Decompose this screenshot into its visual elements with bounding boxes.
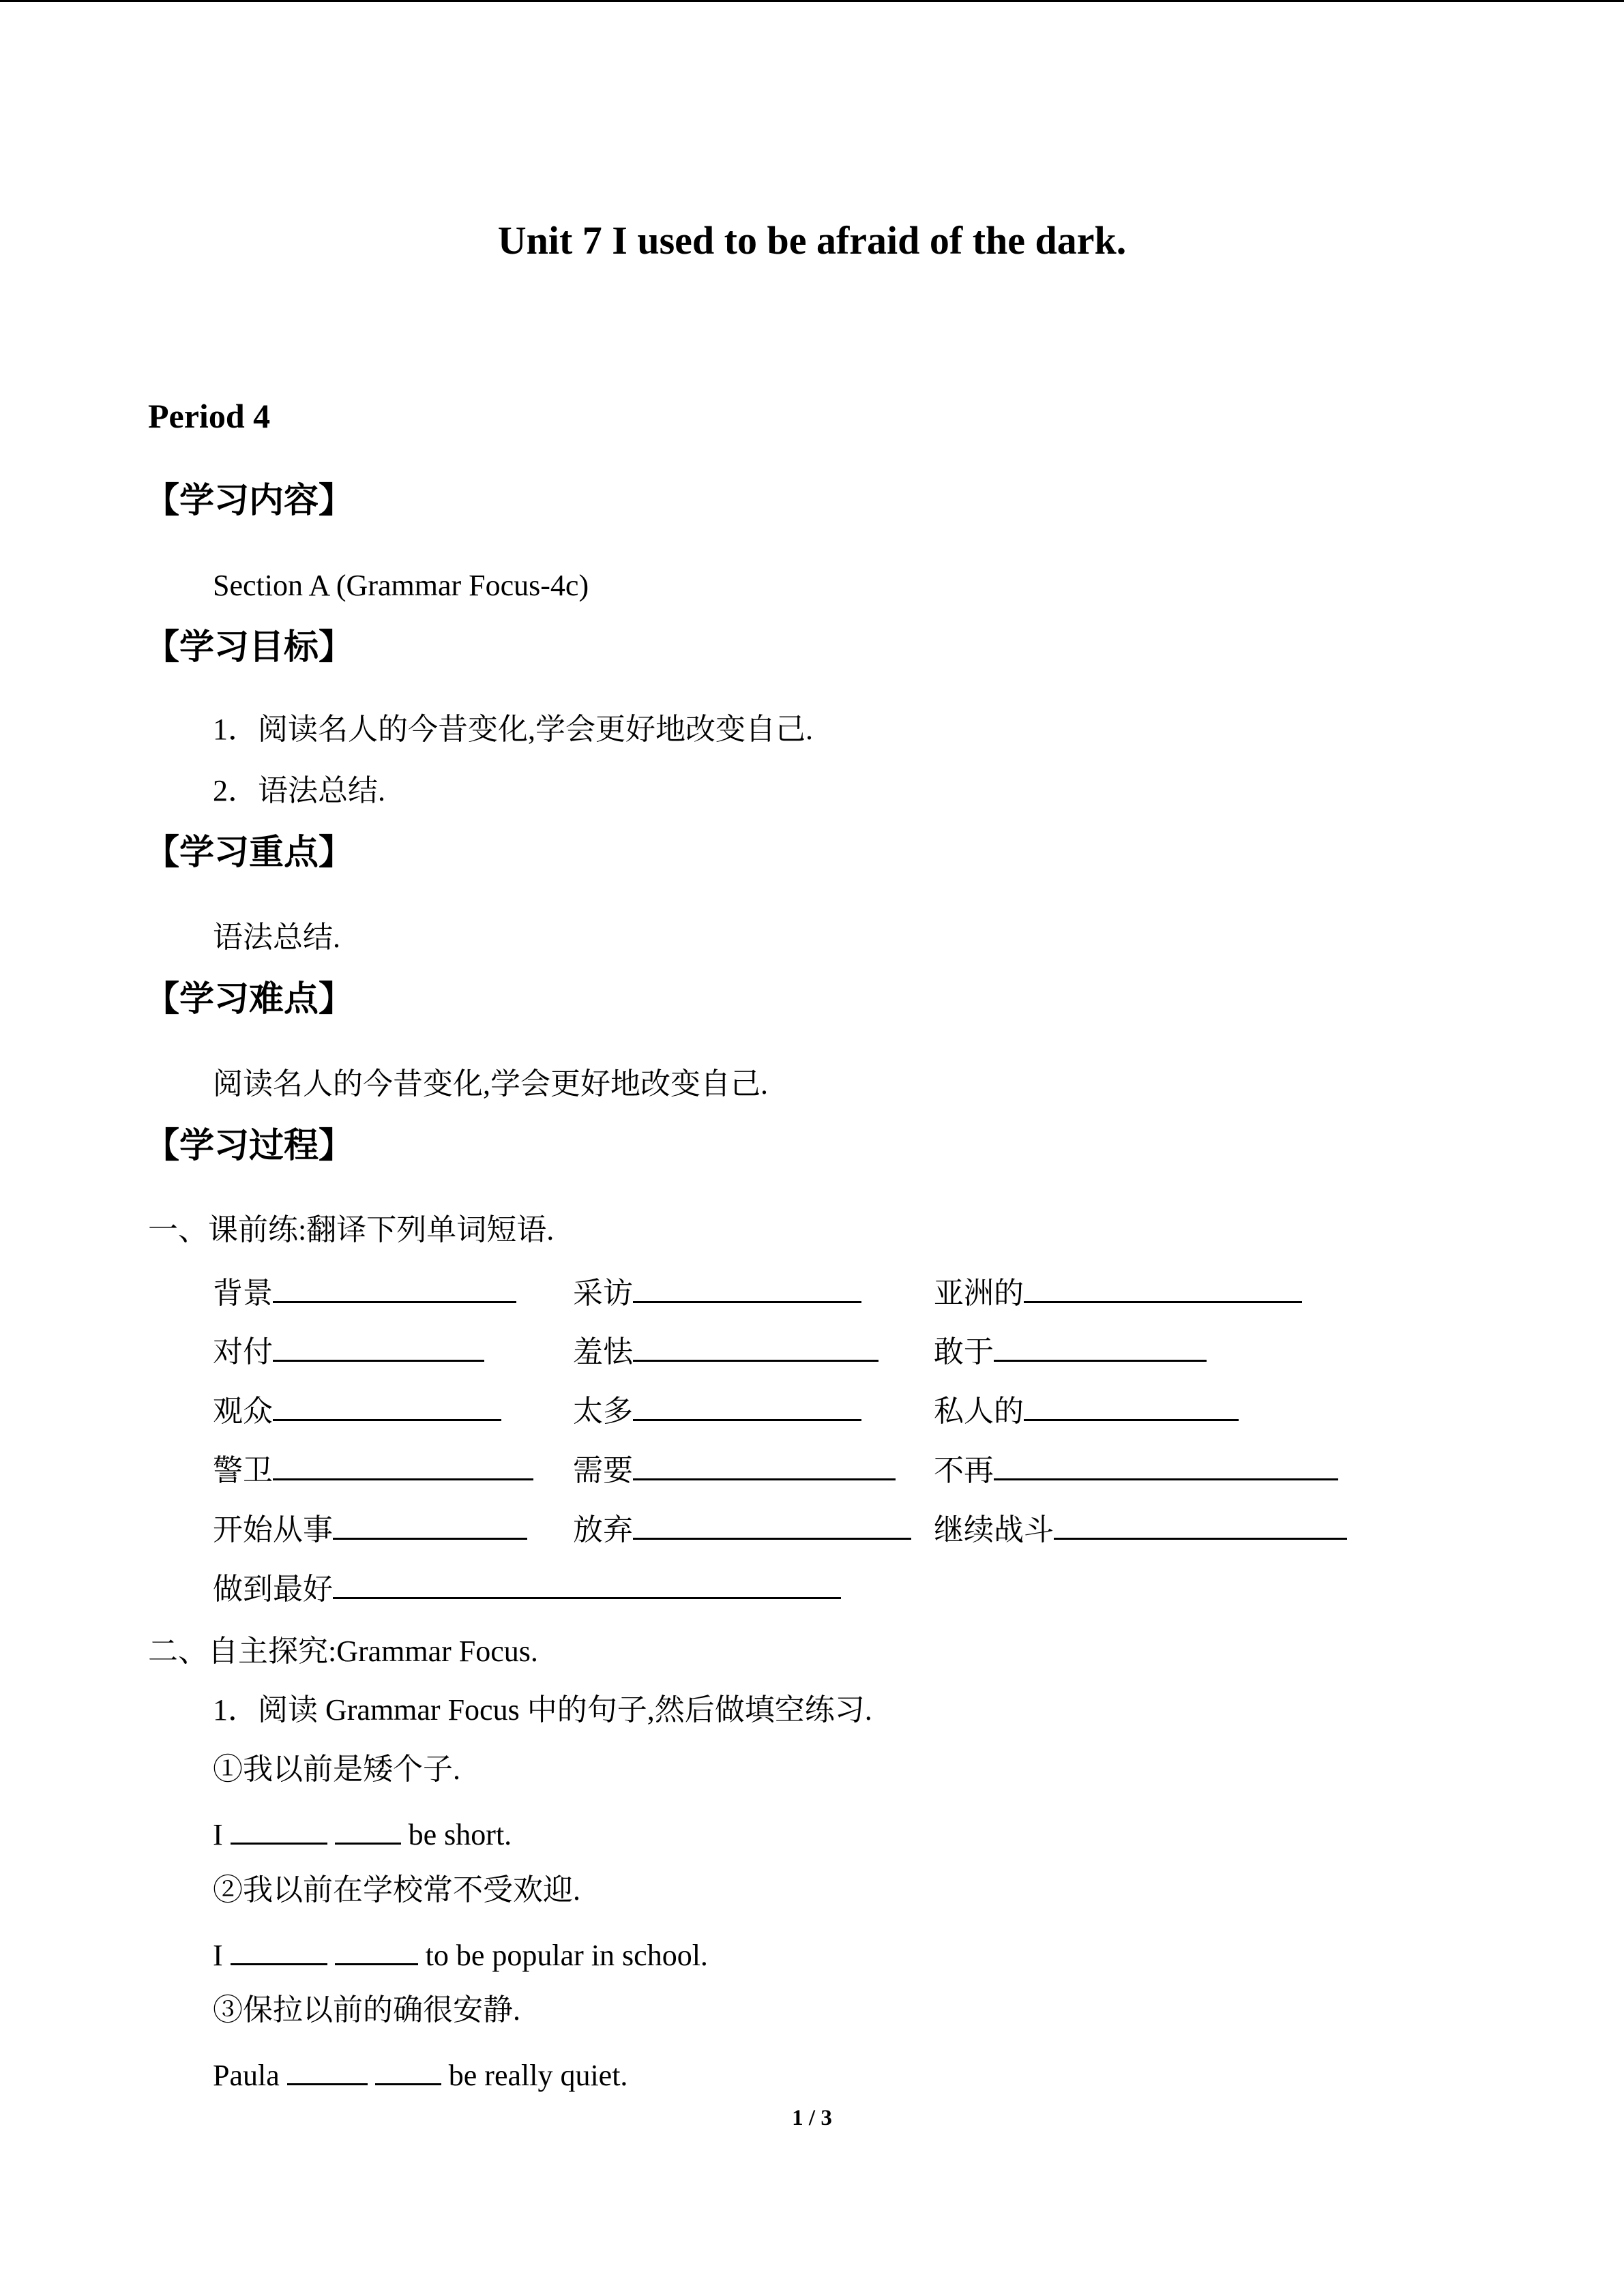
heading-process: 【学习过程】 bbox=[145, 1126, 354, 1166]
heading-key-points: 【学习重点】 bbox=[145, 833, 354, 873]
difficulties-text: 阅读名人的今昔变化,学会更好地改变自己. bbox=[213, 1067, 768, 1101]
vocab-item: 太多 bbox=[573, 1388, 861, 1432]
exercise-cn: ①我以前是矮个子. bbox=[213, 1753, 460, 1786]
exercise-en: I to be popular in school. bbox=[213, 1932, 708, 1976]
period-label: Period 4 bbox=[148, 397, 271, 435]
vocab-item: 背景 bbox=[213, 1270, 516, 1314]
goal-item-2: 2．语法总结. bbox=[213, 774, 385, 807]
heading-content: 【学习内容】 bbox=[145, 481, 354, 521]
vocab-item: 观众 bbox=[213, 1388, 501, 1432]
page-title: Unit 7 I used to be afraid of the dark. bbox=[497, 218, 1127, 263]
vocab-item: 采访 bbox=[573, 1270, 861, 1314]
vocab-item: 敢于 bbox=[934, 1328, 1207, 1373]
vocab-item: 放弃 bbox=[573, 1506, 911, 1551]
key-points-text: 语法总结. bbox=[213, 921, 340, 954]
part1-title: 一、课前练:翻译下列单词短语. bbox=[148, 1213, 555, 1247]
vocab-item: 私人的 bbox=[934, 1388, 1239, 1432]
heading-goals: 【学习目标】 bbox=[145, 627, 354, 668]
vocab-item: 不再 bbox=[934, 1447, 1338, 1491]
vocab-item: 对付 bbox=[213, 1328, 484, 1373]
vocab-item: 继续战斗 bbox=[934, 1506, 1347, 1551]
goal-item-1: 1．阅读名人的今昔变化,学会更好地改变自己. bbox=[213, 713, 813, 746]
heading-difficulties: 【学习难点】 bbox=[145, 979, 354, 1019]
exercise-cn: ③保拉以前的确很安静. bbox=[213, 1993, 520, 2027]
vocab-item: 警卫 bbox=[213, 1447, 533, 1491]
vocab-item: 开始从事 bbox=[213, 1506, 527, 1551]
part2-instruction: 1．阅读 Grammar Focus 中的句子,然后做填空练习. bbox=[213, 1693, 872, 1727]
content-text: Section A (Grammar Focus-4c) bbox=[213, 569, 589, 602]
vocab-item: 需要 bbox=[573, 1447, 896, 1491]
exercise-en: Paula be really quiet. bbox=[213, 2052, 628, 2096]
exercise-cn: ②我以前在学校常不受欢迎. bbox=[213, 1873, 580, 1907]
part2-title: 二、自主探究:Grammar Focus. bbox=[148, 1635, 538, 1668]
page-number: 1 / 3 bbox=[792, 2106, 832, 2130]
exercise-en: I be short. bbox=[213, 1811, 512, 1855]
vocab-item: 亚洲的 bbox=[934, 1270, 1302, 1314]
vocab-item: 做到最好 bbox=[213, 1566, 841, 1610]
vocab-item: 羞怯 bbox=[573, 1328, 879, 1373]
